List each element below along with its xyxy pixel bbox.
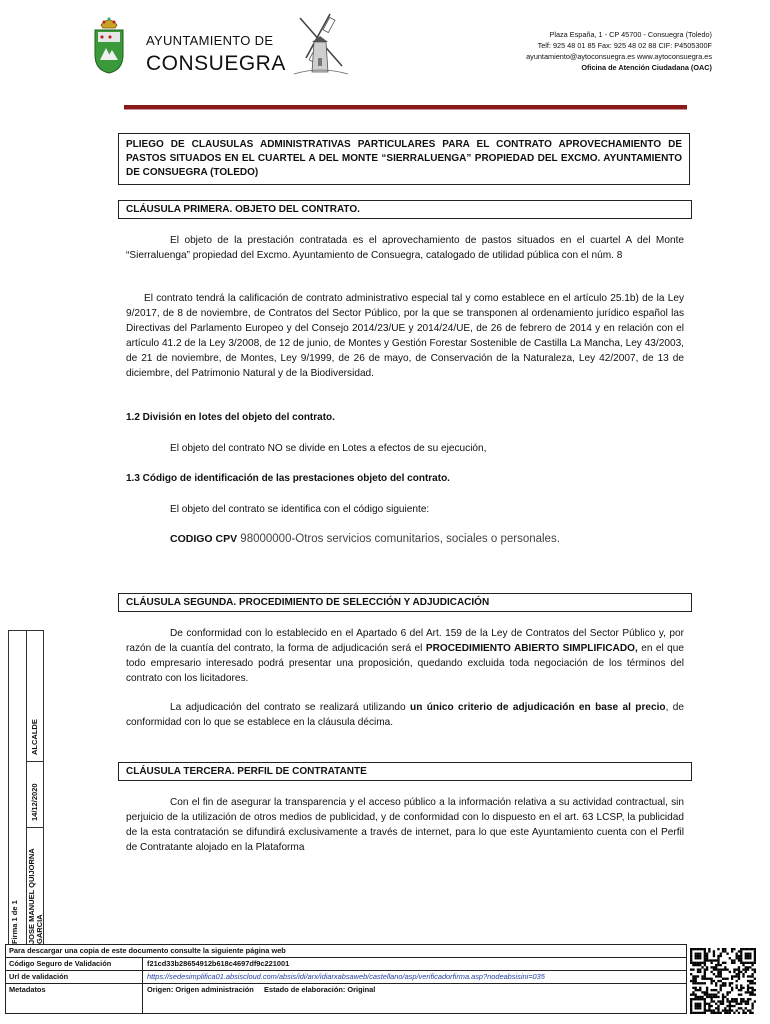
footer-row-meta [6, 983, 686, 1014]
clause1-sub1-heading: 1.2 División en lotes del objeto del contrato. [126, 412, 335, 423]
clause3-heading: CLÁUSULA TERCERA. PERFIL DE CONTRATANTE [118, 762, 692, 781]
csv-value: f21cd33b28654912b618c4697df9c221001 [147, 959, 290, 968]
clause2-heading: CLÁUSULA SEGUNDA. PROCEDIMIENTO DE SELECCIÓN Y ADJUDICACIÓN [118, 593, 692, 612]
footer-intro: Para descargar una copia de este documento consulte la siguiente página web [9, 946, 286, 955]
clause3-paragraph1: Con el fin de asegurar la transparencia y el acceso público a la información relativa a su actividad contractual, sin perjuicio de la utilización de otros medios de publicidad, y de conformidad con lo dispuesto en el art. 63 LCSP, la publicidad de la esta contratación se difundirá exclusivamente a través de internet, para lo que este Ayuntamiento cuenta con el Perfil de Contratante alojado en la Plataforma [126, 797, 684, 853]
footer-row-csv [6, 957, 686, 971]
url-label: Url de validación [9, 972, 69, 981]
sidebar-separator [26, 761, 44, 762]
clause1-sub1-text: El objeto del contrato NO se divide en Lotes a efectos de su ejecución, [170, 443, 487, 454]
clause2-p1-bold: PROCEDIMIENTO ABIERTO SIMPLIFICADO, [425, 643, 638, 654]
clause2-p1-text-b: en el que todo empresario interesado podrá presentar una proposición, quedando excluida toda negociación de los términos del contrato con los licitadores. [126, 643, 684, 684]
clause1-paragraph1: El objeto de la prestación contratada es el aprovechamiento de pastos situados en el cuartel A del Monte “Sierraluenga” propiedad del Excmo. Ayuntamiento de Consuegra, catalogado de utilidad pública con el núm. 8 [126, 235, 684, 261]
signer-name: JOSE MANUEL QUIJORNA GARCIA [27, 848, 44, 944]
signature-sidebar [8, 630, 44, 945]
validation-url-link[interactable]: https://sedesimplifica01.absiscloud.com/absis/idi/arx/idiarxabsaweb/castellano/asp/verificadorfirma.asp?nodeabsisini=035 [147, 972, 545, 981]
clause2-p1-text-a: De conformidad con lo establecido en el Apartado 6 del Art. 159 de la Ley de Contratos del Sector Público y, por razón de la cuantía del contrato, la forma de adjudicación será el [126, 628, 684, 654]
meta-label: Metadatos [9, 985, 46, 994]
footer-row-url [6, 970, 686, 984]
signature-date: 14/12/2020 [30, 783, 39, 821]
clause2-paragraph1 [126, 626, 684, 686]
footer-column-separator [142, 957, 143, 1014]
cpv-label: CODIGO CPV [170, 533, 238, 545]
contact-email-web: ayuntamiento@aytoconsuegra.es www.aytoconsuegra.es [526, 52, 712, 61]
coat-of-arms-icon [92, 15, 126, 75]
csv-label: Código Seguro de Validación [9, 959, 112, 968]
clause1-heading: CLÁUSULA PRIMERA. OBJETO DEL CONTRATO. [118, 200, 692, 219]
clause1-sub2-text: El objeto del contrato se identifica con el código siguiente: [170, 504, 430, 515]
contact-phone: Telf: 925 48 01 85 Fax: 925 48 02 88 CIF: P4505300F [537, 41, 712, 50]
contact-block [526, 29, 712, 73]
header-rule [124, 105, 687, 110]
document-title: PLIEGO DE CLAUSULAS ADMINISTRATIVAS PARTICULARES PARA EL CONTRATO APROVECHAMIENTO DE PASTOS SITUADOS EN EL CUARTEL A DEL MONTE “SIERRALUENGA” PROPIEDAD DEL EXCMO. AYUNTAMIENTO DE CONSUEGRA (TOLEDO) [118, 133, 690, 185]
clause1-paragraph2: El contrato tendrá la calificación de contrato administrativo especial tal y como establece en el artículo 25.1b) de la Ley 9/2017, de 8 de noviembre, de Contratos del Sector Público, por la que se transponen al ordenamiento jurídico español las Directivas del Parlamento Europeo y del Consejo 2014/23/UE y 2014/24/UE, de 26 de febrero de 2014 y en relación con el artículo 41.2 de la Ley 3/2008, de 12 de junio, de Montes y Gestión Forestar Sostenible de Castilla La Mancha, Ley 43/2003, de 21 de noviembre, de Montes, Ley 9/1999, de 26 de mayo, de Conservación de la Naturaleza, Ley 42/2007, de 13 de diciembre, del Patrimonio Natural y de la Biodiversidad. [126, 293, 684, 379]
cpv-value: 98000000-Otros servicios comunitarios, sociales o personales. [240, 533, 560, 545]
clause2-p2-text-a: La adjudicación del contrato se realizará utilizando [170, 702, 411, 713]
signer-role: ALCALDE [30, 719, 39, 755]
qr-code-icon [690, 948, 756, 1014]
clause2-paragraph2 [126, 700, 684, 730]
clause1-sub2-heading: 1.3 Código de identificación de las prestaciones objeto del contrato. [126, 473, 450, 484]
signature-count: Firma 1 de 1 [10, 900, 19, 944]
meta-value: Origen: Origen administración Estado de elaboración: Original [147, 985, 376, 994]
windmill-icon [290, 12, 352, 76]
cpv-line [170, 533, 560, 545]
contact-address: Plaza España, 1 - CP 45700 - Consuegra (Toledo) [549, 30, 712, 39]
org-name-line2: CONSUEGRA [146, 52, 286, 75]
clause2-p2-text-b: , de conformidad con lo que se establece en la cláusula décima. [126, 702, 684, 728]
validation-footer [5, 944, 687, 1014]
sidebar-separator [26, 827, 44, 828]
org-name-line1: AYUNTAMIENTO DE [146, 33, 274, 48]
clause2-p2-bold: un único criterio de adjudicación en base al precio [410, 702, 666, 713]
contact-office: Oficina de Atención Ciudadana (OAC) [581, 63, 712, 72]
